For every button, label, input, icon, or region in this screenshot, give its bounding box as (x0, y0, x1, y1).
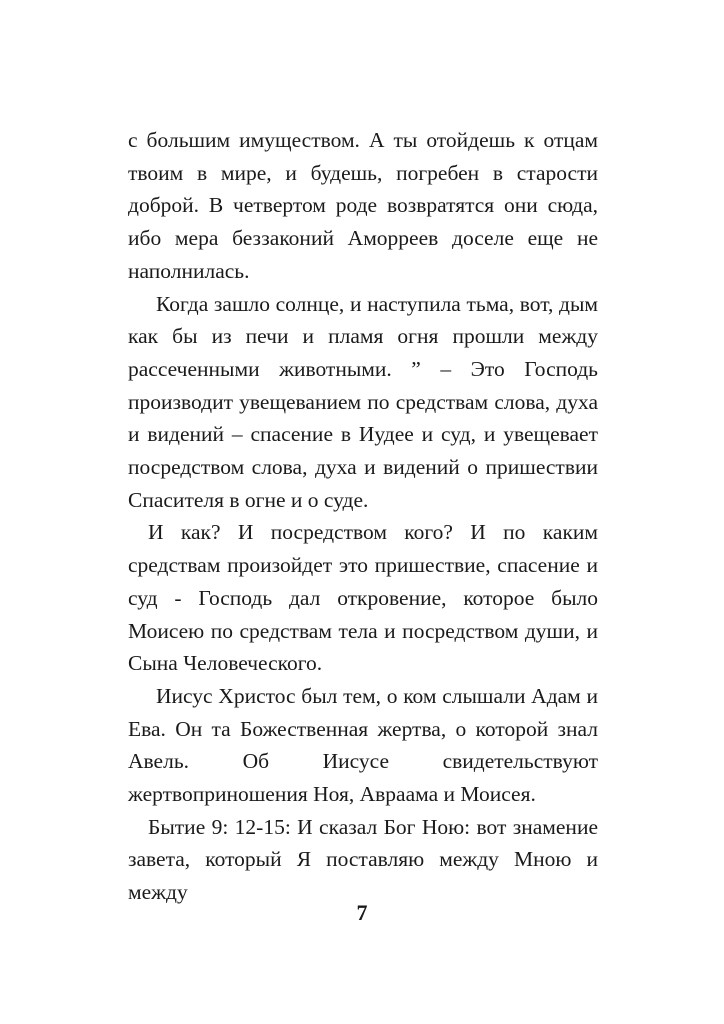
page-number: 7 (356, 900, 368, 925)
paragraph-1: с большим имуществом. А ты отойдешь к отцам твоим в мире, и будешь, погребен в старости доброй. В четвертом роде возвратятся они сюда, ибо мера беззаконий Аморреев доселе еще не наполнилась. (128, 128, 598, 283)
paragraph-5: Бытие 9: 12-15: И сказал Бог Ною: вот знамение завета, который Я поставляю между Мною и между (128, 814, 598, 905)
body-text (128, 124, 598, 909)
paragraph-3: И как? И посредством кого? И по каким средствам произойдет это пришествие, спасение и суд - Господь дал откровение, которое было Моисею по средствам тела и посредством души, и Сына Человеческого. (128, 520, 598, 676)
paragraph-4: Иисус Христос был тем, о ком слышали Адам и Ева. Он та Божественная жертва, о которой знал Авель. Об Иисусе свидетельствуют жертвоприношения Ноя, Авраама и Моисея. (128, 683, 598, 807)
paragraph-2: Когда зашло солнце, и наступила тьма, вот, дым как бы из печи и пламя огня прошли между рассеченными животными. ” – Это Господь производит увещеванием по средствам слова, духа и видений – спасение в Иудее и суд, и увещевает посредством слова, духа и видений о пришествии Спасителя в огне и о суде. (128, 291, 598, 512)
